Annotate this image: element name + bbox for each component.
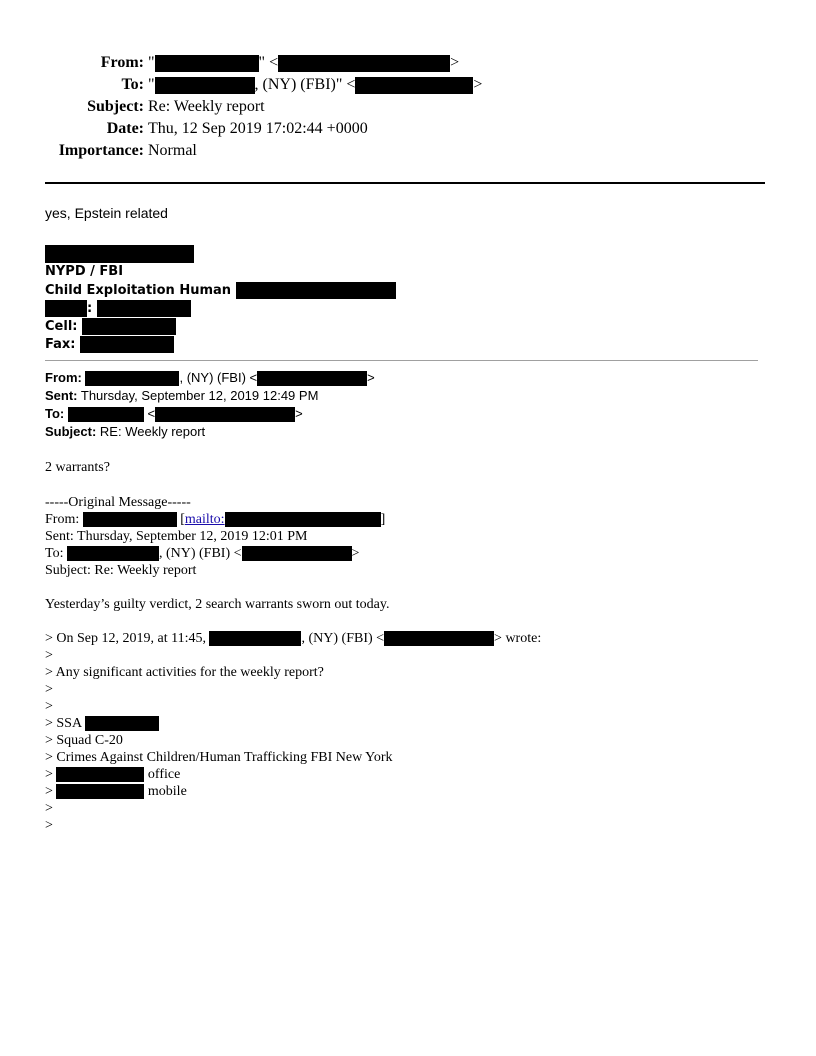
redaction <box>68 407 144 422</box>
redaction <box>225 512 381 527</box>
original-from: From: [mailto: ] <box>45 512 386 527</box>
redaction <box>155 407 295 422</box>
forward-body: 2 warrants? <box>45 460 110 475</box>
signature-phone: : <box>45 300 191 317</box>
date-label: Date: <box>106 120 144 137</box>
from-label: From: <box>100 54 144 71</box>
redaction <box>278 55 450 72</box>
forward-to: To: < > <box>45 406 303 421</box>
redaction <box>80 336 174 353</box>
redaction <box>56 767 144 782</box>
original-body: Yesterday’s guilty verdict, 2 search warrants sworn out today. <box>45 597 390 612</box>
mailto-link[interactable]: mailto: <box>184 512 225 527</box>
importance-value: Normal <box>148 142 197 159</box>
redaction <box>85 371 179 386</box>
reply-text: yes, Epstein related <box>45 205 168 221</box>
redaction <box>257 371 367 386</box>
redaction <box>209 631 301 646</box>
subject-label: Subject: <box>87 98 144 115</box>
original-subject: Subject: Re: Weekly report <box>45 563 197 578</box>
redaction <box>45 245 194 263</box>
forward-subject: Subject: RE: Weekly report <box>45 424 206 439</box>
quoted-on-line: > On Sep 12, 2019, at 11:45, , (NY) (FBI) < > wrote: <box>45 631 542 646</box>
signature-fax: Fax: <box>45 336 174 353</box>
redaction <box>242 546 352 561</box>
redaction <box>85 716 159 731</box>
redaction <box>67 546 159 561</box>
original-divider: -----Original Message----- <box>45 495 191 510</box>
redaction <box>82 318 176 335</box>
quoted-blank: > <box>45 801 53 816</box>
signature-name-redaction <box>45 245 194 263</box>
importance-label: Importance: <box>58 142 144 159</box>
redaction <box>56 784 144 799</box>
quoted-crimes: > Crimes Against Children/Human Trafficking FBI New York <box>45 750 393 765</box>
to-label: To: <box>121 76 144 93</box>
quoted-blank: > <box>45 699 53 714</box>
header-divider <box>45 182 765 184</box>
redaction <box>155 77 255 94</box>
redaction <box>355 77 473 94</box>
quoted-mobile: > mobile <box>45 784 187 799</box>
quoted-blank: > <box>45 648 53 663</box>
quoted-question: > Any significant activities for the weekly report? <box>45 665 324 680</box>
to-value: " , (NY) (FBI)" < > <box>148 76 483 93</box>
redaction <box>236 282 396 299</box>
original-sent: Sent: Thursday, September 12, 2019 12:01 PM <box>45 529 308 544</box>
redaction <box>97 300 191 317</box>
quoted-squad: > Squad C-20 <box>45 733 123 748</box>
signature-org: NYPD / FBI <box>45 264 124 279</box>
signature-cell: Cell: <box>45 318 176 335</box>
date-value: Thu, 12 Sep 2019 17:02:44 +0000 <box>148 120 368 137</box>
redaction <box>155 55 259 72</box>
redaction <box>384 631 494 646</box>
quoted-ssa: > SSA <box>45 716 159 732</box>
forward-from: From: , (NY) (FBI) < > <box>45 370 375 385</box>
redaction <box>45 300 87 317</box>
forward-divider <box>45 360 758 361</box>
quoted-office: > office <box>45 767 181 782</box>
quoted-blank: > <box>45 818 53 833</box>
quoted-blank: > <box>45 682 53 697</box>
redaction <box>83 512 177 527</box>
forward-sent: Sent: Thursday, September 12, 2019 12:49 PM <box>45 388 319 403</box>
original-to: To: , (NY) (FBI) < > <box>45 546 360 561</box>
subject-value: Re: Weekly report <box>148 98 265 115</box>
email-header <box>0 0 816 170</box>
from-value: " " < > <box>148 54 460 71</box>
signature-unit: Child Exploitation Human <box>45 282 396 299</box>
